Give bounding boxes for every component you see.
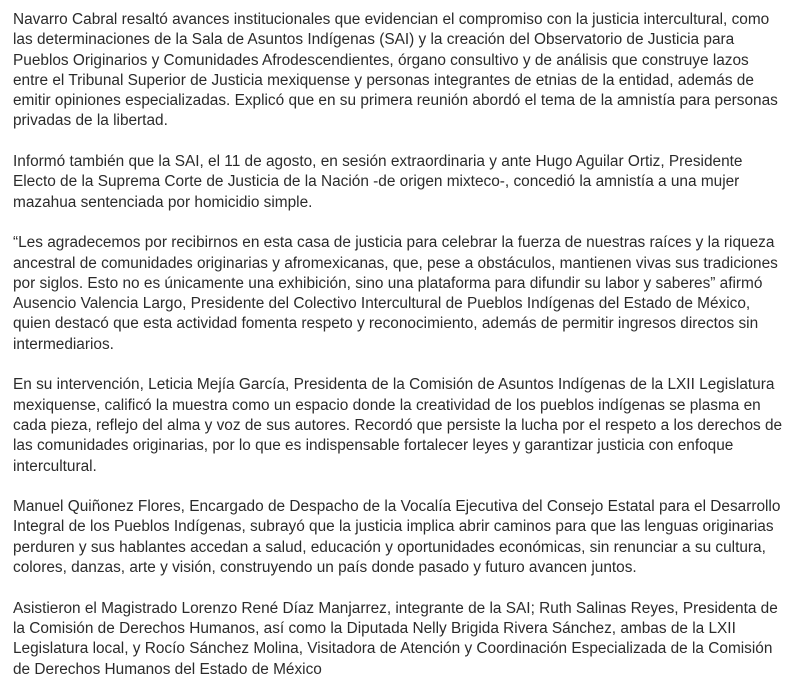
article-body xyxy=(13,10,787,680)
paragraph-amnistia-sai: Informó también que la SAI, el 11 de agosto, en sesión extraordinaria y ante Hugo Aguilar Ortiz, Presidente Electo de la Suprema Corte de Justicia de la Nación -de origen mixteco-, concedió la amnistía a una mujer mazahua sentenciada por homicidio simple. xyxy=(13,153,743,211)
paragraph-asistentes: Asistieron el Magistrado Lorenzo René Díaz Manjarrez, integrante de la SAI; Ruth Salinas Reyes, Presidenta de la Comisión de Derechos Humanos, así como la Diputada Nelly Brigida Rivera Sánchez, ambas de la LXII Legislatura local, y Rocío Sánchez Molina, Visitadora de Atención y Coordinación Especializada de la Comisión de Derechos Humanos del Estado de México xyxy=(13,599,778,678)
paragraph-leticia-mejia: En su intervención, Leticia Mejía García, Presidenta de la Comisión de Asuntos Indígenas de la LXII Legislatura mexiquense, calificó la muestra como un espacio donde la creatividad de los pueblos indígenas se plasma en cada pieza, reflejo del alma y voz de sus autores. Recordó que persiste la lucha por el respeto a los derechos de las comunidades originarias, por lo que es indispensable fortalecer leyes y garantizar justicia con enfoque intercultural. xyxy=(13,376,783,475)
paragraph-manuel-quinonez: Manuel Quiñonez Flores, Encargado de Despacho de la Vocalía Ejecutiva del Consejo Estatal para el Desarrollo Integral de los Pueblos Indígenas, subrayó que la justicia implica abrir caminos para que las lenguas originarias perduren y sus hablantes accedan a salud, educación y oportunidades económicas, sin renunciar a su cultura, colores, danzas, arte y visión, construyendo un país donde pasado y futuro avancen juntos. xyxy=(13,498,781,577)
paragraph-navarro-cabral: Navarro Cabral resaltó avances institucionales que evidencian el compromiso con la justicia intercultural, como las determinaciones de la Sala de Asuntos Indígenas (SAI) y la creación del Observatorio de Justicia para Pueblos Originarios y Comunidades Afrodescendientes, órgano consultivo y de análisis que construye lazos entre el Tribunal Superior de Justicia mexiquense y personas integrantes de etnias de la entidad, además de emitir opiniones especializadas. Explicó que en su primera reunión abordó el tema de la amnistía para personas privadas de la libertad. xyxy=(13,11,778,130)
paragraph-ausencio-valencia: “Les agradecemos por recibirnos en esta casa de justicia para celebrar la fuerza de nuestras raíces y la riqueza ancestral de comunidades originarias y afromexicanas, que, pese a obstáculos, mantienen vivas sus tradiciones por siglos. Esto no es únicamente una exhibición, sino una plataforma para difundir su labor y saberes” afirmó Ausencio Valencia Largo, Presidente del Colectivo Intercultural de Pueblos Indígenas del Estado de México, quien destacó que esta actividad fomenta respeto y reconocimiento, además de permitir ingresos directos sin intermediarios. xyxy=(13,234,778,353)
